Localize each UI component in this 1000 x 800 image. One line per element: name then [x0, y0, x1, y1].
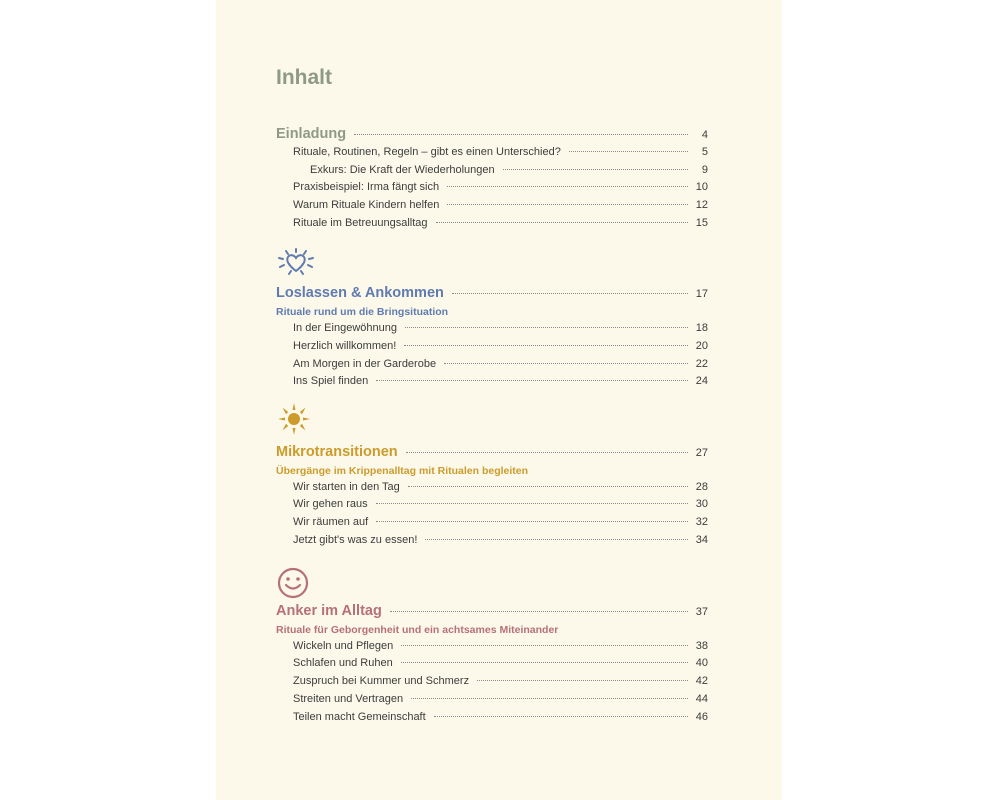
leader-dots	[354, 134, 688, 135]
entry-title: Wir gehen raus	[293, 498, 368, 510]
page-number: 42	[695, 675, 708, 687]
toc-chapter-mikrotransitionen[interactable]	[276, 444, 708, 462]
entry-title: In der Eingewöhnung	[293, 322, 397, 334]
toc-entry[interactable]	[293, 340, 708, 358]
entry-title: Am Morgen in der Garderobe	[293, 358, 437, 370]
leader-dots	[452, 293, 688, 294]
leader-dots	[406, 452, 688, 453]
entry-title: Praxisbeispiel: Irma fängt sich	[293, 181, 440, 193]
toc-entry[interactable]	[293, 181, 708, 199]
toc-chapter-einladung[interactable]	[276, 126, 708, 144]
toc-entry[interactable]	[310, 164, 708, 182]
page-title: Inhalt	[276, 66, 332, 89]
chapter-title: Einladung	[276, 126, 347, 142]
page-number: 20	[695, 340, 708, 352]
chapter-title: Anker im Alltag	[276, 603, 382, 619]
toc-entry[interactable]	[293, 711, 708, 729]
toc-chapter-anker[interactable]	[276, 603, 708, 621]
leader-dots	[408, 486, 688, 487]
chapter-subtitle: Übergänge im Krippenalltag mit Ritualen begleiten	[276, 465, 529, 477]
leader-dots	[444, 363, 688, 364]
toc-entry[interactable]	[293, 640, 708, 658]
page-number: 22	[695, 358, 708, 370]
heart-icon	[276, 246, 316, 278]
entry-title: Exkurs: Die Kraft der Wiederholungen	[310, 164, 495, 176]
chapter-subtitle: Rituale für Geborgenheit und ein achtsames Miteinander	[276, 624, 559, 636]
toc-entry[interactable]	[293, 516, 708, 534]
leader-dots	[376, 380, 688, 381]
toc-entry[interactable]	[293, 675, 708, 693]
entry-title: Jetzt gibt's was zu essen!	[293, 534, 418, 546]
toc-entry[interactable]	[293, 146, 708, 164]
leader-dots	[411, 698, 688, 699]
entry-title: Schlafen und Ruhen	[293, 657, 393, 669]
leader-dots	[436, 222, 688, 223]
entry-title: Wir räumen auf	[293, 516, 369, 528]
entry-title: Zuspruch bei Kummer und Schmerz	[293, 675, 470, 687]
entry-title: Teilen macht Gemeinschaft	[293, 711, 426, 723]
toc-entry[interactable]	[293, 481, 708, 499]
entry-title: Rituale, Routinen, Regeln – gibt es einen Unterschied?	[293, 146, 561, 158]
leader-dots	[404, 345, 688, 346]
page-number: 9	[701, 164, 708, 176]
entry-title: Wir starten in den Tag	[293, 481, 400, 493]
page-number: 18	[695, 322, 708, 334]
page-number: 12	[695, 199, 708, 211]
entry-title: Wickeln und Pflegen	[293, 640, 394, 652]
toc-chapter-loslassen[interactable]	[276, 285, 708, 303]
page-number: 40	[695, 657, 708, 669]
page-number: 5	[701, 146, 708, 158]
page-number: 15	[695, 217, 708, 229]
entry-title: Warum Rituale Kindern helfen	[293, 199, 440, 211]
leader-dots	[401, 645, 688, 646]
smiley-icon	[276, 567, 310, 599]
sun-icon	[276, 402, 312, 436]
chapter-title: Loslassen & Ankommen	[276, 285, 444, 301]
page-number: 4	[701, 129, 708, 141]
page-number: 32	[695, 516, 708, 528]
leader-dots	[425, 539, 688, 540]
leader-dots	[390, 611, 688, 612]
page-number: 24	[695, 375, 708, 387]
page-number: 27	[695, 447, 708, 459]
toc-entry[interactable]	[293, 358, 708, 376]
toc-entry[interactable]	[293, 199, 708, 217]
entry-title: Ins Spiel finden	[293, 375, 369, 387]
leader-dots	[569, 151, 688, 152]
chapter-subtitle: Rituale rund um die Bringsituation	[276, 306, 449, 318]
toc-entry[interactable]	[293, 217, 708, 235]
leader-dots	[477, 680, 688, 681]
leader-dots	[503, 169, 688, 170]
leader-dots	[401, 662, 688, 663]
page-number: 46	[695, 711, 708, 723]
leader-dots	[405, 327, 688, 328]
toc-entry[interactable]	[293, 693, 708, 711]
toc-page	[216, 0, 782, 800]
leader-dots	[447, 204, 688, 205]
leader-dots	[447, 186, 688, 187]
leader-dots	[376, 503, 688, 504]
page-number: 38	[695, 640, 708, 652]
toc-entry[interactable]	[293, 322, 708, 340]
toc-entry[interactable]	[293, 534, 708, 552]
page-number: 30	[695, 498, 708, 510]
page-number: 37	[695, 606, 708, 618]
leader-dots	[376, 521, 688, 522]
entry-title: Rituale im Betreuungsalltag	[293, 217, 428, 229]
page-number: 28	[695, 481, 708, 493]
leader-dots	[434, 716, 688, 717]
chapter-title: Mikrotransitionen	[276, 444, 398, 460]
page-number: 44	[695, 693, 708, 705]
toc-entry[interactable]	[293, 375, 708, 393]
toc-entry[interactable]	[293, 657, 708, 675]
page-number: 34	[695, 534, 708, 546]
toc-entry[interactable]	[293, 498, 708, 516]
page-number: 17	[695, 288, 708, 300]
entry-title: Streiten und Vertragen	[293, 693, 404, 705]
page-number: 10	[695, 181, 708, 193]
entry-title: Herzlich willkommen!	[293, 340, 397, 352]
